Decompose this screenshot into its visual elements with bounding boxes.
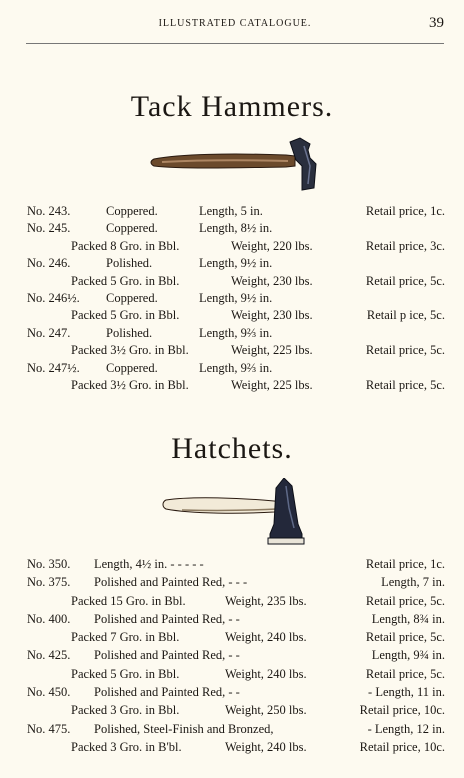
item-number: No. 450. (27, 685, 71, 700)
price-or-length: Length, 7 in. (381, 575, 445, 590)
description: Length, 4½ in. - - - - - (94, 557, 204, 571)
weight: Weight, 240 lbs. (225, 739, 307, 754)
description: Polished and Painted Red, - - (94, 685, 240, 700)
item-number: No. 350. (27, 557, 71, 571)
price-or-length: Retail price, 10c. (359, 703, 445, 718)
header-rule (26, 43, 444, 44)
finish: Polished. (106, 325, 153, 340)
hatchet-row (27, 646, 445, 664)
weight: Weight, 225 lbs. (231, 377, 313, 392)
running-title: ILLUSTRATED CATALOGUE. (158, 18, 312, 29)
price-or-length: Retail price, 5c. (365, 593, 445, 608)
hatchet-row (27, 573, 445, 591)
price-or-length: Retail price, 5c. (365, 630, 445, 645)
hatchet-packing-row (27, 701, 445, 719)
packing: Packed 3 Gro. in B'bl. (71, 739, 182, 754)
hatchet-packing-row (27, 592, 445, 610)
retail-price: Retail price, 5c. (365, 377, 445, 392)
retail-price: Retail price, 3c. (365, 238, 445, 253)
retail-price: Retail price, 5c. (365, 273, 445, 288)
finish: Coppered. (106, 360, 158, 375)
tack-hammer-packing-row (27, 273, 445, 290)
page-number: 39 (429, 15, 444, 31)
price-or-length: Length, 9¾ in. (371, 648, 445, 663)
tack-hammer-packing-row (27, 377, 445, 394)
item-number: No. 246½. (27, 290, 80, 305)
tack-hammer-packing-row (27, 238, 445, 255)
weight: Weight, 235 lbs. (225, 593, 307, 608)
packing: Packed 5 Gro. in Bbl. (71, 308, 180, 323)
hatchet-blade (268, 538, 304, 544)
item-number: No. 475. (27, 721, 71, 736)
finish: Coppered. (106, 290, 158, 305)
hatchet-packing-row (27, 738, 445, 756)
retail-price: Retail p ice, 5c. (366, 308, 445, 323)
packing: Packed 5 Gro. in Bbl. (71, 273, 180, 288)
length: Length, 9⅔ in. (199, 360, 273, 375)
packing: Packed 3 Gro. in Bbl. (71, 703, 180, 718)
tack-hammer-row (27, 290, 445, 307)
item-number: No. 247. (27, 325, 71, 340)
page-header (26, 15, 444, 36)
hatchet-packing-row (27, 628, 445, 646)
description: Polished, Steel-Finish and Bronzed, (94, 721, 274, 736)
retail-price: Retail price, 1c. (365, 204, 445, 218)
item-number: No. 246. (27, 256, 71, 271)
description: Polished and Painted Red, - - (94, 611, 240, 626)
weight: Weight, 240 lbs. (225, 630, 307, 645)
length: Length, 5 in. (199, 204, 263, 218)
hatchets-title: Hatchets. (171, 432, 293, 465)
retail-price: Retail price, 5c. (365, 343, 445, 358)
hatchet-illustration (162, 478, 312, 548)
price-or-length: - Length, 12 in. (367, 721, 445, 736)
weight: Weight, 225 lbs. (231, 343, 313, 358)
price-or-length: Length, 8¾ in. (371, 611, 445, 626)
tack-hammer-row (27, 203, 445, 220)
hatchet-row (27, 683, 445, 701)
length: Length, 9½ in. (199, 256, 273, 271)
finish: Coppered. (106, 204, 158, 218)
length: Length, 9½ in. (199, 290, 273, 305)
tack-hammer-illustration (150, 136, 325, 194)
item-number: No. 245. (27, 221, 71, 236)
weight: Weight, 230 lbs. (231, 308, 313, 323)
item-number: No. 243. (27, 204, 71, 218)
packing: Packed 15 Gro. in Bbl. (71, 593, 186, 608)
description: Polished and Painted Red, - - (94, 648, 240, 663)
hatchet-row (27, 610, 445, 628)
hatchet-row (27, 555, 445, 573)
hatchet-packing-row (27, 665, 445, 683)
tack-hammer-row (27, 255, 445, 272)
weight: Weight, 240 lbs. (225, 666, 307, 681)
weight: Weight, 250 lbs. (225, 703, 307, 718)
weight: Weight, 220 lbs. (231, 238, 313, 253)
price-or-length: Retail price, 1c. (365, 557, 445, 571)
tack-hammer-row (27, 360, 445, 377)
length: Length, 9⅔ in. (199, 325, 273, 340)
packing: Packed 3½ Gro. in Bbl. (71, 343, 189, 358)
price-or-length: Retail price, 5c. (365, 666, 445, 681)
packing: Packed 7 Gro. in Bbl. (71, 630, 180, 645)
tack-hammer-row (27, 325, 445, 342)
price-or-length: Retail price, 10c. (359, 739, 445, 754)
tack-hammer-packing-row (27, 307, 445, 324)
finish: Polished. (106, 256, 153, 271)
description: Polished and Painted Red, - - - (94, 575, 248, 590)
tack-hammer-list (27, 203, 445, 394)
packing: Packed 5 Gro. in Bbl. (71, 666, 180, 681)
finish: Coppered. (106, 221, 158, 236)
item-number: No. 400. (27, 611, 71, 626)
packing: Packed 3½ Gro. in Bbl. (71, 377, 189, 392)
packing: Packed 8 Gro. in Bbl. (71, 238, 180, 253)
price-or-length: - Length, 11 in. (368, 685, 445, 700)
tack-hammers-title: Tack Hammers. (130, 90, 334, 123)
tack-hammer-packing-row (27, 342, 445, 359)
item-number: No. 247½. (27, 360, 80, 375)
item-number: No. 375. (27, 575, 71, 590)
hatchet-row (27, 720, 445, 738)
weight: Weight, 230 lbs. (231, 273, 313, 288)
hatchet-list (27, 555, 445, 756)
item-number: No. 425. (27, 648, 71, 663)
tack-hammer-row (27, 220, 445, 237)
length: Length, 8½ in. (199, 221, 273, 236)
